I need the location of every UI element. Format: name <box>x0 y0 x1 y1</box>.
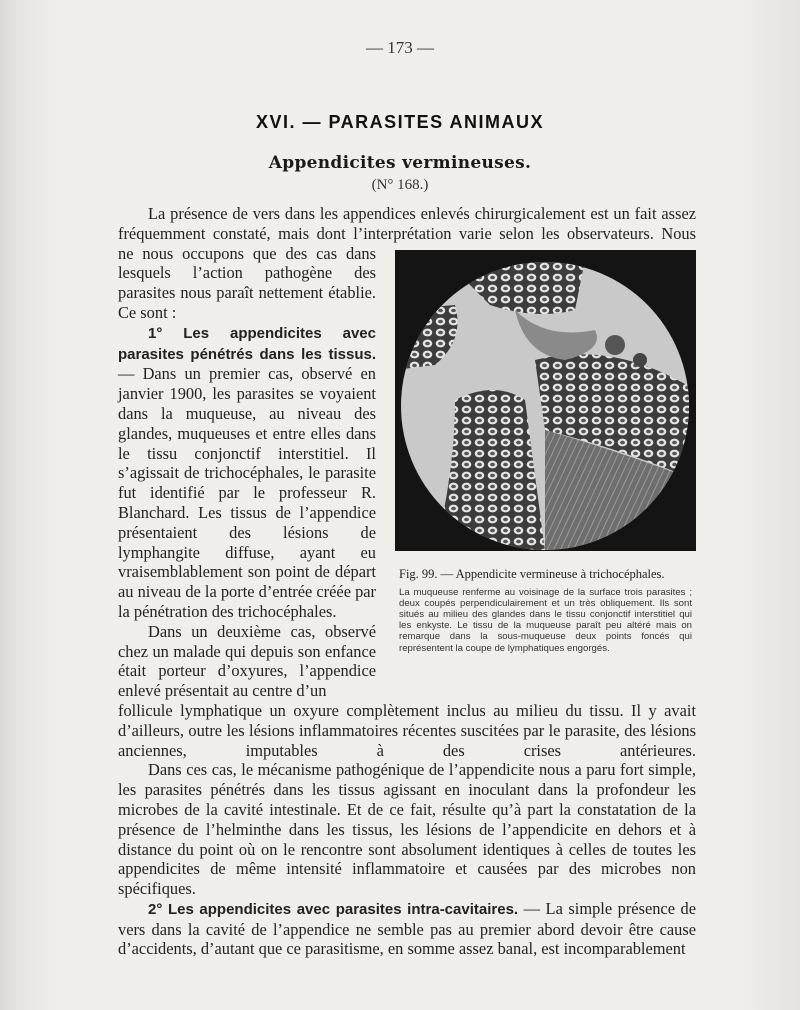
section-title: Appendicites vermineuses. <box>268 153 532 173</box>
micrograph-image <box>395 250 696 551</box>
page-number: — 173 — <box>366 38 434 57</box>
item1-text: — Dans un premier cas, observé en janvier 1900, les parasites se voyaient dans la muqueuse, au niveau des glandes, muqueuses et entre elles dans le tissu conjonctif interstitiel. Il s’agissait de trichocéphales, le parasite fut identifié par le professeur R. Blanchard. Les tissus de l’appendice présentaient des lésions de lymphangite diffuse, ayant eu vraisemblablement son point de départ au niveau de la porte d’entrée créée par la pénétration des trichocéphales. <box>118 364 376 621</box>
chapter-title: XVI. — PARASITES ANIMAUX <box>255 112 545 132</box>
item2-text: — La simple présence de vers dans la cavité de l’appendice ne semble pas au premier abord devoir être cause d’accidents, d’autant que ce parasitisme, en somme assez banal, est incomparablement <box>118 898 696 959</box>
body-text <box>118 204 696 959</box>
column-intro: ne nous occupons que des cas dans lesquels l’action pathogène des parasites nous paraît nettement établie. Ce sont : <box>118 243 376 322</box>
figure-99 <box>395 250 696 701</box>
section-reference: (N° 168.) <box>371 177 429 193</box>
item1-heading: 1° Les appendicites avec parasites pénétrés dans les tissus. <box>118 324 376 363</box>
narrow-column <box>118 244 376 701</box>
intro-paragraph: La présence de vers dans les appendices enlevés chirurgicalement est un fait assez fréquemment constaté, mais dont l’interprétation varie selon les observateurs. Nous <box>118 204 696 243</box>
item2-heading: 2° Les appendicites avec parasites intra-cavitaires. <box>148 900 519 918</box>
text-figure-wrap <box>118 244 696 701</box>
mechanism-paragraph: Dans ces cas, le mécanisme pathogénique de l’appendicite nous a paru fort simple, les parasites pénétrés dans les tissus agissant en inoculant dans la profondeur les microbes de la cavité intestinale. Et de ce fait, résulte qu’à part la constatation de la présence de l’helminthe dans les tissus, les lésions de l’appendicite en dehors et à distance du point où on le rencontre sont absolument identiques à celles de toutes les appendicites de même intensité inflammatoire et causées par des microbes non spécifiques. <box>118 760 696 899</box>
case2-continued: follicule lymphatique un oxyure complètement inclus au milieu du tissu. Il y avait d’ailleurs, outre les lésions inflammatoires récentes suscitées par le parasite, des lésions anciennes, imputables à des crises antérieures. <box>118 700 696 760</box>
case2-paragraph: Dans un deuxième cas, observé chez un malade qui depuis son enfance était porteur d’oxyures, l’appendice enlevé présentait au centre d’un <box>118 621 376 701</box>
item1-paragraph <box>118 323 376 622</box>
item2-paragraph <box>118 899 696 959</box>
figure-description: La muqueuse renferme au voisinage de la surface trois parasites ; deux coupés perpendiculairement et un très obliquement. Ils sont situés au milieu des glandes dans le tissu conjonctif interstitiel qui les enkyste. Le tissu de la muqueuse paraît peu altéré mais on remarque dans la sous-muqueuse deux points foncés qui représentent la coupe de lymphatiques engorgés. <box>399 586 692 654</box>
figure-caption: Fig. 99. — Appendicite vermineuse à trichocéphales. <box>399 566 665 581</box>
